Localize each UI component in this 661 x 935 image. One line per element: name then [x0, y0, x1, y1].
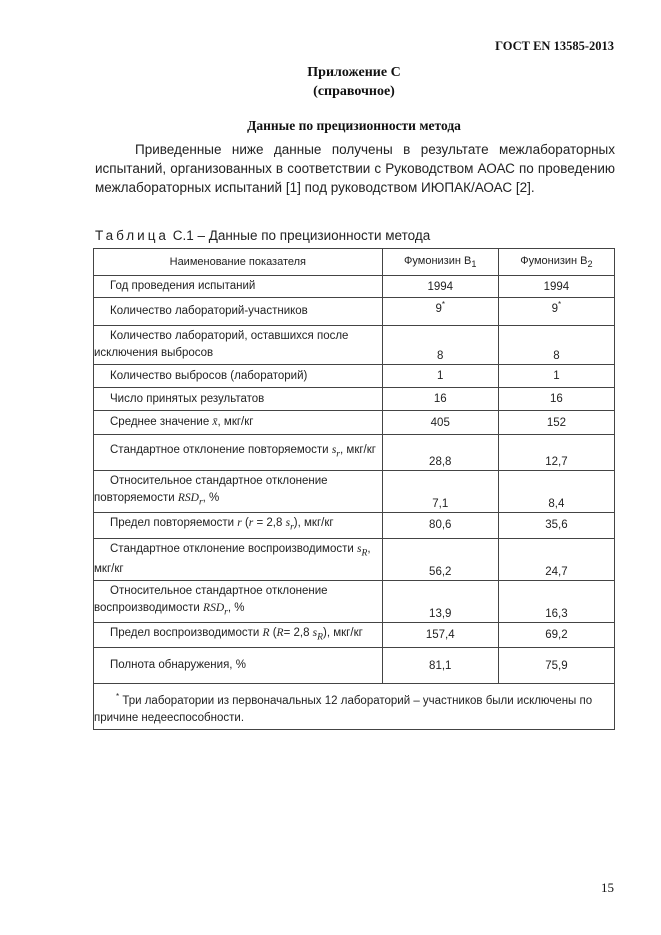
row-label: Среднее значение x̄, мкг/кг [94, 411, 383, 435]
row-value-2: 9* [498, 298, 614, 326]
row-value-1: 80,6 [382, 513, 498, 538]
table-row [94, 326, 615, 365]
table-row [94, 538, 615, 580]
row-value-1: 16 [382, 388, 498, 411]
row-label: Количество лабораторий, оставшихся после исключения выбросов [94, 326, 383, 365]
document-code: ГОСТ EN 13585-2013 [495, 39, 614, 53]
row-value-2: 69,2 [498, 623, 614, 648]
row-value-2: 12,7 [498, 435, 614, 471]
table-row [94, 580, 615, 622]
row-value-1: 56,2 [382, 538, 498, 580]
row-value-2: 1994 [498, 276, 614, 298]
header-col2: Фумонизин $B_2$ [498, 249, 614, 276]
row-value-2: 1 [498, 365, 614, 388]
table-row [94, 365, 615, 388]
table-caption-prefix: Таблица [95, 228, 169, 243]
table-caption-text: С.1 – Данные по прецизионности метода [168, 228, 431, 243]
table-footnote-row [94, 684, 615, 730]
row-value-1: 81,1 [382, 648, 498, 684]
table-row [94, 435, 615, 471]
row-value-1: 9* [382, 298, 498, 326]
footnote-mark: * [558, 300, 562, 309]
row-value-2: 75,9 [498, 648, 614, 684]
appendix-heading [0, 63, 661, 101]
row-label: Количество лабораторий-участников [94, 298, 383, 326]
table-row [94, 513, 615, 538]
header-col1: Фумонизин $B_1$ [382, 249, 498, 276]
row-value-1: 8 [382, 326, 498, 365]
table-row [94, 298, 615, 326]
row-label: Стандартное отклонение повторяемости $s_r$, мкг/кг [94, 435, 383, 471]
row-value-1: 7,1 [382, 471, 498, 513]
row-label: Год проведения испытаний [94, 276, 383, 298]
row-label: Количество выбросов (лабораторий) [94, 365, 383, 388]
table-row [94, 411, 615, 435]
row-value-1: 1 [382, 365, 498, 388]
footnote-mark: * [441, 300, 446, 309]
table-row [94, 623, 615, 648]
page-number: 15 [601, 880, 614, 895]
table-row [94, 388, 615, 411]
row-value-2: 24,7 [498, 538, 614, 580]
row-value-2: 16,3 [498, 580, 614, 622]
header-name: Наименование показателя [94, 249, 383, 276]
precision-table [93, 248, 615, 730]
table-row [94, 276, 615, 298]
row-label: Предел воспроизводимости R (R= 2,8 $s_R$), мкг/кг [94, 623, 383, 648]
row-label: Число принятых результатов [94, 388, 383, 411]
row-value-1: 1994 [382, 276, 498, 298]
row-value-1: 157,4 [382, 623, 498, 648]
row-value-2: 152 [498, 411, 614, 435]
row-label: Предел повторяемости r (r = 2,8 $s_r$), мкг/кг [94, 513, 383, 538]
row-value-1: 28,8 [382, 435, 498, 471]
appendix-subtitle: (справочное) [313, 84, 395, 99]
table-caption [95, 228, 430, 243]
table-header-row [94, 249, 615, 276]
section-title: Данные по прецизионности метода [247, 118, 461, 133]
row-value-2: 16 [498, 388, 614, 411]
footnote-mark: * [116, 692, 120, 702]
row-value-1: 405 [382, 411, 498, 435]
appendix-title: Приложение С [307, 65, 401, 80]
row-label: Относительное стандартное отклонение повторяемости $RSD_r$, % [94, 471, 383, 513]
row-value-1: 13,9 [382, 580, 498, 622]
table-footnote: * Три лаборатории из первоначальных 12 лабораторий – участников были исключены по причине недееспособности. [94, 684, 615, 730]
row-label: Полнота обнаружения, % [94, 648, 383, 684]
row-value-2: 8,4 [498, 471, 614, 513]
row-label: Стандартное отклонение воспроизводимости $s_R$, мкг/кг [94, 538, 383, 580]
row-value-2: 8 [498, 326, 614, 365]
row-value-2: 35,6 [498, 513, 614, 538]
intro-paragraph: Приведенные ниже данные получены в результате межлабораторных испытаний, организованных в соответствии с Руководством АОАС по проведению межлабораторных испытаний [1] под руководством ИЮПАК/АОАС [2]. [95, 142, 615, 195]
row-label: Относительное стандартное отклонение воспроизводимости $RSD_r$, % [94, 580, 383, 622]
table-row [94, 471, 615, 513]
table-row [94, 648, 615, 684]
